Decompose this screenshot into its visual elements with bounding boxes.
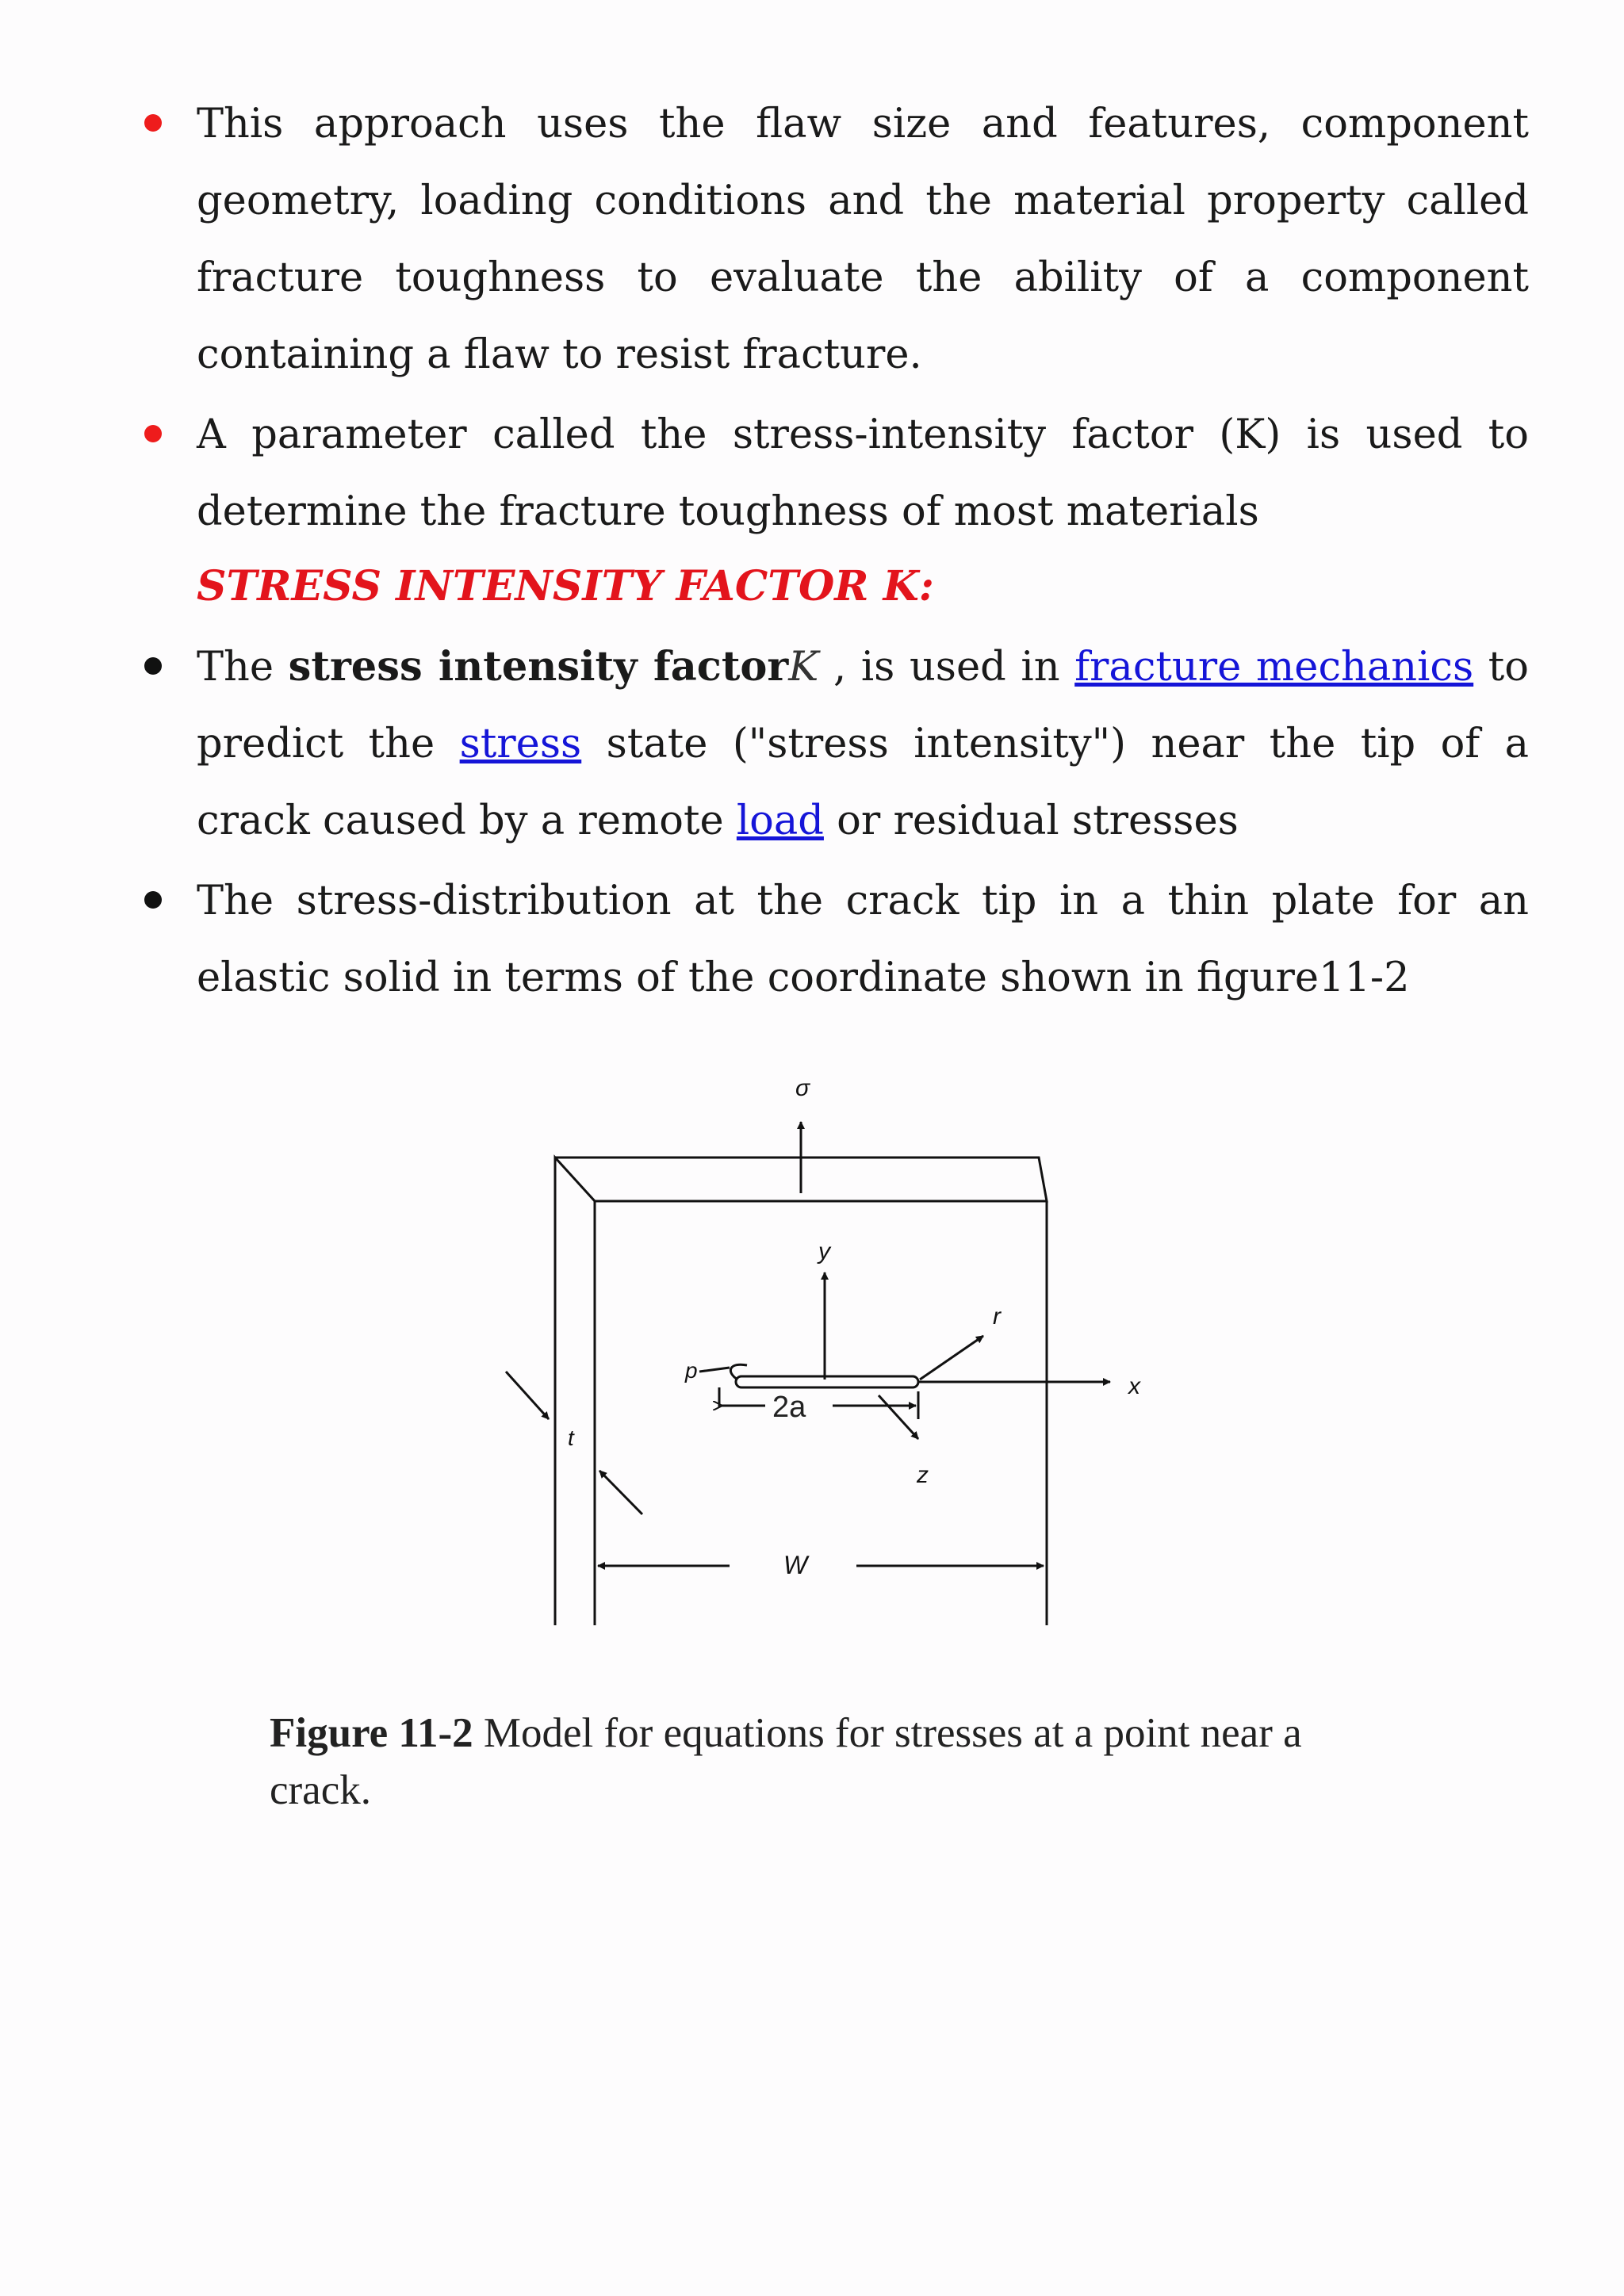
crack-model-figure — [492, 1054, 1142, 1657]
z-label: z — [917, 1462, 929, 1488]
bullet-dot — [144, 891, 162, 909]
bullet-text: This approach uses the flaw size and features, component geometry, loading conditions and the material property called fracture toughness to evaluate the ability of a component containing a flaw to resist fracture. — [197, 101, 1529, 378]
text-the: The — [197, 644, 289, 691]
z-line — [879, 1395, 918, 1439]
t-arrow-bottom — [599, 1471, 642, 1514]
sigma-label: σ — [795, 1075, 810, 1101]
bullet-k-parameter — [197, 396, 1529, 550]
text-part: , is used in — [818, 644, 1075, 691]
y-label: y — [818, 1238, 830, 1265]
bullet-dot — [144, 425, 162, 442]
bold-term: stress intensity factor — [288, 643, 789, 691]
text-part: state ("stress intensity") near the tip of a crack caused by a remote — [197, 721, 1530, 844]
text-part: to predict the — [197, 644, 1529, 767]
bullet-text: The stress-distribution at the crack tip in a thin plate for an elastic solid in terms of the coordinate shown in figure11-2 — [197, 878, 1529, 1001]
r-label: r — [993, 1303, 1001, 1330]
two-a-label: 2a — [772, 1391, 806, 1424]
text-part: or residual stresses — [823, 798, 1239, 844]
figure-caption — [270, 1705, 1364, 1819]
link-load[interactable]: load — [736, 798, 824, 844]
caption-figure-number: Figure 11-2 — [270, 1710, 473, 1756]
t-arrow-top — [506, 1372, 549, 1419]
bullet-text: A parameter called the stress-intensity factor (K) is used to determine the fracture toughness of most materials — [197, 411, 1529, 535]
bullet-dot — [144, 657, 162, 675]
w-label: W — [783, 1551, 808, 1579]
bullet-flaw-approach — [197, 86, 1529, 393]
bullet-k-definition — [197, 629, 1529, 859]
p-pointer — [699, 1368, 730, 1372]
bullet-dot — [144, 114, 162, 132]
x-label: x — [1128, 1373, 1140, 1399]
crack — [736, 1376, 918, 1387]
link-stress[interactable]: stress — [459, 721, 582, 767]
caption-text: Model for equations for stresses at a point near a crack. — [270, 1710, 1302, 1813]
t-label: t — [568, 1425, 574, 1450]
bullet-stress-distribution — [197, 863, 1529, 1016]
k-symbol: K — [788, 644, 819, 691]
link-fracture-mechanics[interactable]: fracture mechanics — [1074, 644, 1474, 691]
p-label: p — [685, 1358, 698, 1383]
plate-outline — [555, 1158, 595, 1625]
section-heading: STRESS INTENSITY FACTOR K: — [197, 562, 934, 610]
r-line — [920, 1336, 983, 1380]
